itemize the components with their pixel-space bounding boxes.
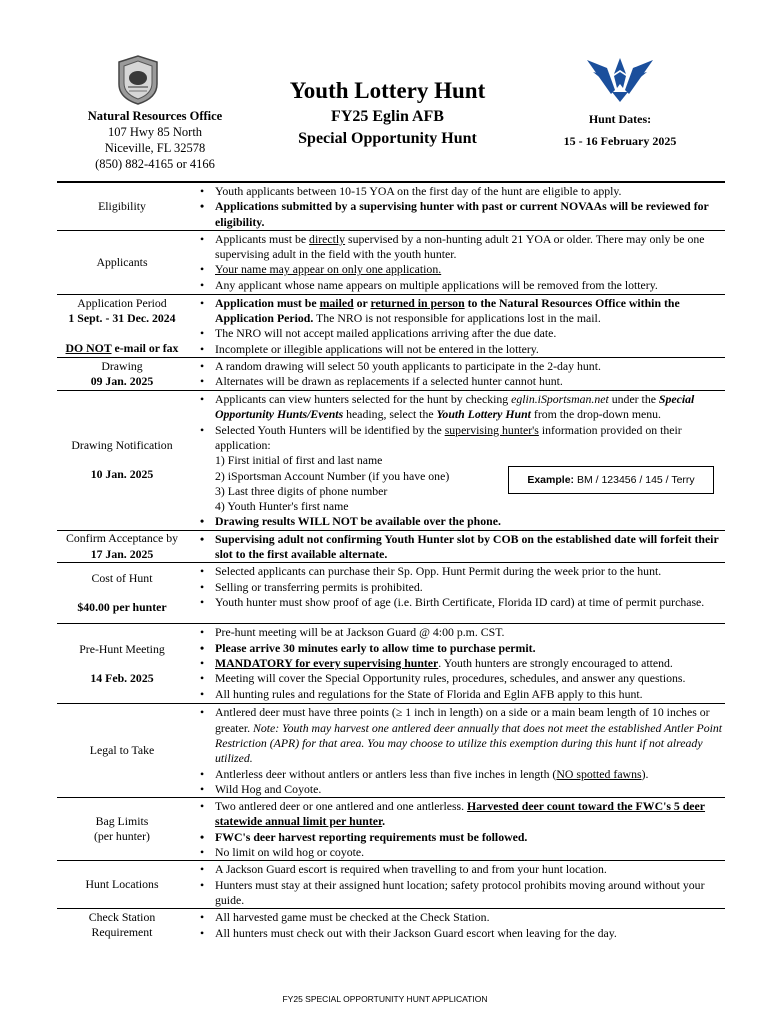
list-item: • MANDATORY for every supervising hunter. Youth hunters are strongly encouraged to attend. [215, 656, 725, 671]
example-value: BM / 123456 / 145 / Terry [574, 474, 695, 486]
list-item: • All hunting rules and regulations for the State of Florida and Eglin AFB apply to this hunt. [215, 687, 725, 702]
hunt-dates-value: 15 - 16 February 2025 [563, 134, 677, 148]
list-item: • Youth hunter must show proof of age (i.e. Birth Certificate, Florida ID card) at time of permit purchase. [215, 595, 725, 610]
row-content [187, 563, 725, 624]
list-item: • Alternates will be drawn as replacements if a selected hunter cannot hunt. [215, 374, 725, 389]
page-title: Youth Lottery Hunt [289, 78, 486, 103]
list-item: • Your name may appear on only one application. [215, 262, 725, 277]
list-item: • Selected Youth Hunters will be identified by the supervising hunter's information provided on their application: 1) First initial of first and last name 2) iSportsman Account Number (if you have one) 3) Last three digits of phone number 4) Youth Hunter's first name [215, 423, 725, 515]
sub-item: 2) iSportsman Account Number (if you have one) [215, 468, 450, 483]
natural-resources-seal-icon [113, 54, 163, 106]
row-cost [57, 563, 725, 624]
rules-table [57, 181, 725, 941]
sub-item: 1) First initial of first and last name [215, 453, 383, 468]
row-content [187, 358, 725, 391]
office-address-line1: 107 Hwy 85 North [107, 125, 203, 139]
sub-item: 4) Youth Hunter's first name [215, 499, 349, 514]
row-label: Applicants [96, 254, 148, 269]
row-bag-limits [57, 798, 725, 861]
office-name: Natural Resources Office [87, 109, 223, 123]
row-legal-to-take [57, 704, 725, 798]
row-label: Drawing 09 Jan. 2025 [90, 358, 154, 389]
document-header [0, 0, 770, 180]
list-item: • Wild Hog and Coyote. [215, 782, 725, 797]
list-item: • Drawing results WILL NOT be available over the phone. [215, 514, 725, 529]
list-item: • Meeting will cover the Special Opportunity rules, procedures, schedules, and answer any questions. [215, 671, 725, 686]
list-item: • Antlered deer must have three points (≥ 1 inch in length) on a side or a main beam length of 10 inches or greater. Note: Youth may harvest one antlered deer annually that does not meet the established Antler Point Restriction (APR) for that area. You may choose to utilize this exemption during this hunt if not already utilized. [215, 705, 725, 766]
list-item: • A Jackson Guard escort is required when travelling to and from your hunt location. [215, 862, 725, 877]
list-item: • All hunters must check out with their Jackson Guard escort when leaving for the day. [215, 926, 725, 941]
list-item: • Youth applicants between 10-15 YOA on the first day of the hunt are eligible to apply. [215, 184, 725, 199]
row-content [187, 861, 725, 909]
row-check-station [57, 909, 725, 941]
row-label: Drawing Notification 10 Jan. 2025 [71, 438, 173, 482]
list-item: • Pre-hunt meeting will be at Jackson Guard @ 4:00 p.m. CST. [215, 625, 725, 640]
list-item: • All harvested game must be checked at the Check Station. [215, 910, 725, 925]
row-applicants [57, 230, 725, 294]
row-application-period [57, 294, 725, 357]
office-address-line2: Niceville, FL 32578 [104, 141, 206, 155]
row-label: Legal to Take [89, 743, 155, 758]
list-item: • Please arrive 30 minutes early to allow time to purchase permit. [215, 641, 725, 656]
air-force-symbol-icon [585, 54, 655, 104]
example-label: Example: [527, 474, 575, 486]
list-item: • No limit on wild hog or coyote. [215, 845, 725, 860]
row-content [187, 798, 725, 861]
office-phone: (850) 882-4165 or 4166 [95, 157, 215, 171]
list-item: • A random drawing will select 50 youth applicants to participate in the 2-day hunt. [215, 359, 725, 374]
example-box [508, 466, 714, 494]
hunt-dates [545, 108, 695, 152]
row-label: Hunt Locations [85, 877, 159, 892]
row-pre-hunt-meeting [57, 624, 725, 704]
office-address [70, 108, 240, 172]
page-subtitle-2: Special Opportunity Hunt [298, 130, 477, 147]
list-item: • Applications submitted by a supervising hunter with past or current NOVAAs will be reviewed for eligibility. [215, 199, 725, 230]
list-item: • Selected applicants can purchase their Sp. Opp. Hunt Permit during the week prior to the hunt. [215, 564, 725, 579]
row-label: Pre-Hunt Meeting 14 Feb. 2025 [79, 641, 165, 685]
row-hunt-locations [57, 861, 725, 909]
row-label: Bag Limits (per hunter) [93, 813, 150, 844]
list-item: • Selling or transferring permits is prohibited. [215, 580, 725, 595]
list-item: • Application must be mailed or returned in person to the Natural Resources Office within the Application Period. The NRO is not responsible for applications lost in the mail. [215, 296, 725, 327]
page-subtitle-1: FY25 Eglin AFB [331, 108, 444, 125]
list-item: • FWC's deer harvest reporting requirements must be followed. [215, 830, 725, 845]
list-item: • Incomplete or illegible applications will not be entered in the lottery. [215, 342, 725, 357]
hunt-dates-label: Hunt Dates: [588, 112, 652, 126]
row-content [187, 909, 725, 941]
list-item: • Two antlered deer or one antlered and one antlerless. Harvested deer count toward the FWC's 5 deer statewide annual limit per hunter. [215, 799, 725, 830]
row-drawing-notification [57, 391, 725, 531]
row-content [187, 530, 725, 563]
row-label: Eligibility [98, 198, 146, 213]
list-item: • Applicants can view hunters selected for the hunt by checking eglin.iSportsman.net under the Special Opportunity Hunts/Events heading, select the Youth Lottery Hunt from the drop-down menu. [215, 392, 725, 423]
list-item: • The NRO will not accept mailed applications arriving after the due date. [215, 326, 725, 341]
list-item: • Antlerless deer without antlers or antlers less than five inches in length (NO spotted fawns). [215, 767, 725, 782]
row-content [187, 182, 725, 230]
row-content [187, 294, 725, 357]
row-content [187, 624, 725, 704]
row-label: Check Station Requirement [88, 909, 156, 940]
list-item: • Applicants must be directly supervised by a non-hunting adult 21 YOA or older. There may only be one supervising adult in the field with the youth hunter. [215, 232, 725, 263]
list-item: • Supervising adult not confirming Youth Hunter slot by COB on the established date will forfeit their slot to the first available alternate. [215, 532, 725, 563]
row-label: Cost of Hunt $40.00 per hunter [77, 571, 167, 615]
row-label: Application Period 1 Sept. - 31 Dec. 2024 DO NOT e-mail or fax [65, 296, 179, 355]
list-item: • Hunters must stay at their assigned hunt location; safety protocol prohibits moving around without your guide. [215, 878, 725, 909]
row-label: Confirm Acceptance by 17 Jan. 2025 [65, 531, 179, 561]
sub-item: 3) Last three digits of phone number [215, 483, 388, 498]
title-block [255, 76, 520, 150]
row-eligibility [57, 182, 725, 230]
row-content [187, 704, 725, 798]
row-confirm-acceptance [57, 530, 725, 563]
row-content [187, 230, 725, 294]
row-content [187, 391, 725, 531]
page-footer: FY25 SPECIAL OPPORTUNITY HUNT APPLICATION [282, 994, 488, 1004]
row-drawing [57, 358, 725, 391]
list-item: • Any applicant whose name appears on multiple applications will be removed from the lottery. [215, 278, 725, 293]
